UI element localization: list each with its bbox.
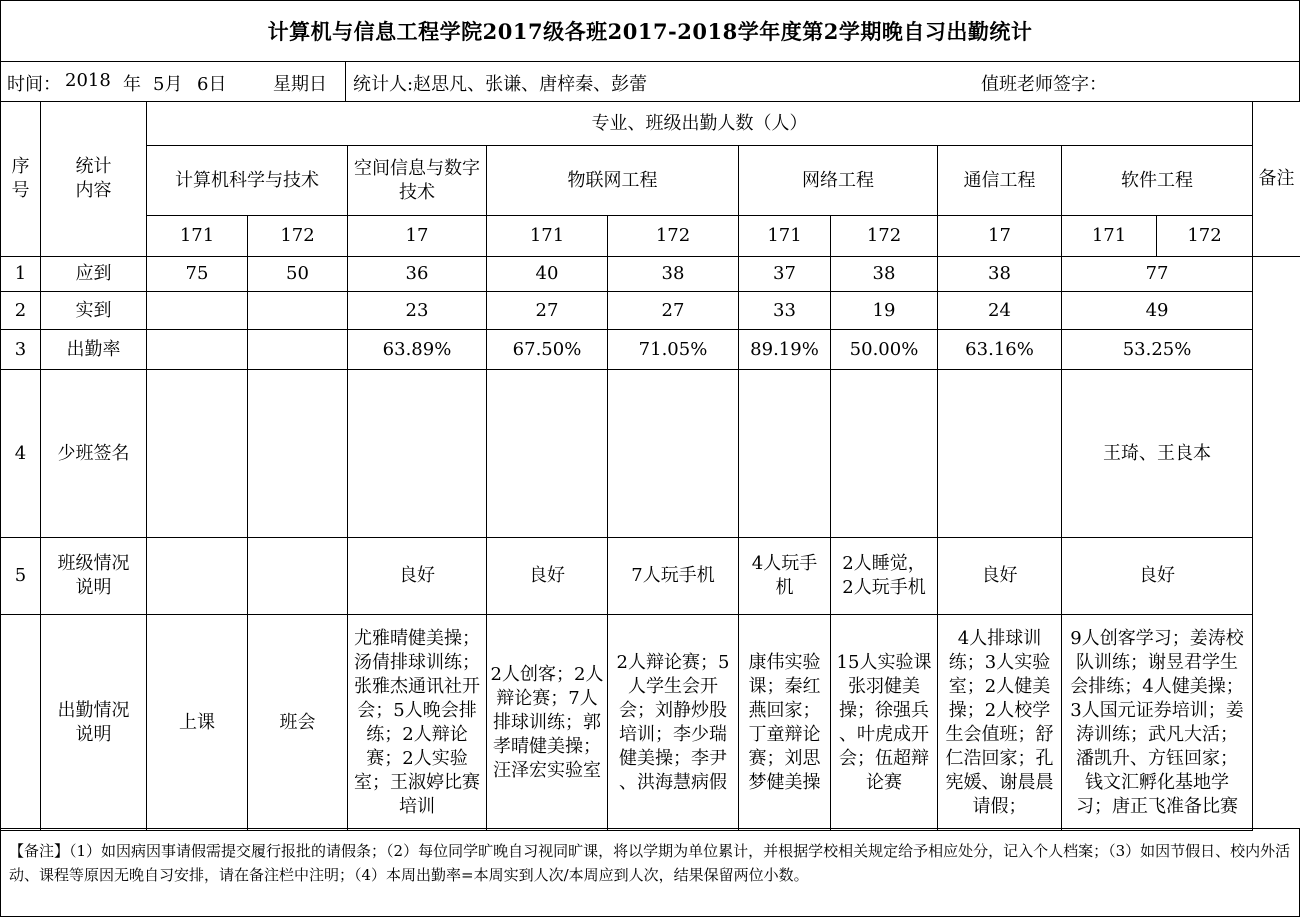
row-label: 班级情况 说明 xyxy=(41,538,147,615)
major-name: 物联网工程 xyxy=(487,146,739,216)
table-cell: 2人睡觉， 2人玩手机 xyxy=(831,538,938,615)
row-number: 2 xyxy=(1,292,41,330)
table-cell xyxy=(147,292,248,330)
table-cell xyxy=(248,370,348,538)
header-attendance-group: 专业、班级出勤人数（人） xyxy=(147,102,1253,146)
info-divider xyxy=(345,62,346,101)
info-bar xyxy=(0,61,1300,102)
table-cell: 良好 xyxy=(938,538,1062,615)
table-cell xyxy=(487,370,608,538)
row-label: 实到 xyxy=(41,292,147,330)
date-year-unit: 年 xyxy=(123,74,141,95)
table-cell: 38 xyxy=(831,257,938,292)
row-label: 出勤情况 说明 xyxy=(41,615,147,831)
table-cell: 37 xyxy=(739,257,831,292)
table-cell: 4人排球训 练；3人实验 室；2人健美 操；2人校学 生会值班；舒 仁浩回家；孔 宪媛、谢晨晨 请假； xyxy=(938,615,1062,831)
table-cell xyxy=(831,370,938,538)
table-cell xyxy=(608,370,739,538)
class-number: 171 xyxy=(147,216,248,257)
footer-notes: 【备注】（1）如因病因事请假需提交履行报批的请假条；（2）每位同学旷晚自习视同旷课，将以学期为单位累计，并根据学校相关规定给予相应处分，记入个人档案；（3）如因节假日、校内外活动、课程等原因无晚自习安排，请在备注栏中注明；（4）本周出勤率=本周实到人次/本周应到人次，结果保留两位小数。 xyxy=(0,828,1300,917)
major-name: 通信工程 xyxy=(938,146,1062,216)
row-number: 5 xyxy=(1,538,41,615)
row-label: 应到 xyxy=(41,257,147,292)
table-cell xyxy=(938,370,1062,538)
table-cell: 40 xyxy=(487,257,608,292)
class-number: 172 xyxy=(248,216,348,257)
table-cell: 良好 xyxy=(1062,538,1253,615)
table-cell: 康伟实验 课；秦红 燕回家； 丁童辩论 赛；刘思 梦健美操 xyxy=(739,615,831,831)
table-cell xyxy=(147,370,248,538)
table-cell: 24 xyxy=(938,292,1062,330)
table-cell xyxy=(739,370,831,538)
table-cell: 89.19% xyxy=(739,330,831,370)
table-cell: 75 xyxy=(147,257,248,292)
class-number: 171 xyxy=(1062,216,1157,257)
table-cell: 7人玩手机 xyxy=(608,538,739,615)
table-cell: 19 xyxy=(831,292,938,330)
table-cell: 王琦、王良本 xyxy=(1062,370,1253,538)
table-cell: 4人玩手 机 xyxy=(739,538,831,615)
table-cell: 67.50% xyxy=(487,330,608,370)
header-content: 统计 内容 xyxy=(41,102,147,257)
major-name: 软件工程 xyxy=(1062,146,1253,216)
table-cell: 77 xyxy=(1062,257,1253,292)
teacher-sign-label: 值班老师签字： xyxy=(981,74,1107,95)
table-cell: 63.89% xyxy=(348,330,487,370)
major-name: 空间信息与数字技术 xyxy=(348,146,487,216)
row-number: 4 xyxy=(1,370,41,538)
header-seq: 序号 xyxy=(1,102,41,257)
row-label: 出勤率 xyxy=(41,330,147,370)
table-cell xyxy=(147,330,248,370)
remarks-cell xyxy=(1253,257,1300,831)
table-cell: 27 xyxy=(608,292,739,330)
major-name: 计算机科学与技术 xyxy=(147,146,348,216)
date-day: 6日 xyxy=(197,74,227,95)
table-cell xyxy=(248,292,348,330)
table-cell: 38 xyxy=(938,257,1062,292)
date-month: 5月 xyxy=(153,74,183,95)
class-number: 171 xyxy=(739,216,831,257)
table-cell xyxy=(348,370,487,538)
row-number xyxy=(1,615,41,831)
attendance-table xyxy=(0,101,1300,831)
major-name: 网络工程 xyxy=(739,146,938,216)
time-label: 时间： xyxy=(7,74,61,95)
table-cell: 23 xyxy=(348,292,487,330)
table-cell: 尤雅晴健美操； 汤倩排球训练； 张雅杰通讯社开 会；5人晚会排 练；2人辩论 赛；2人实验 室；王淑婷比赛 培训 xyxy=(348,615,487,831)
table-cell: 33 xyxy=(739,292,831,330)
table-cell: 53.25% xyxy=(1062,330,1253,370)
stat-people: 统计人:赵思凡、张谦、唐梓秦、彭蕾 xyxy=(353,74,648,95)
table-cell: 50.00% xyxy=(831,330,938,370)
row-number: 3 xyxy=(1,330,41,370)
class-number: 17 xyxy=(938,216,1062,257)
table-cell: 38 xyxy=(608,257,739,292)
class-number: 171 xyxy=(487,216,608,257)
table-cell xyxy=(248,538,348,615)
sheet-title: 计算机与信息工程学院2017级各班2017-2018学年度第2学期晚自习出勤统计 xyxy=(0,0,1300,62)
table-cell: 2人创客；2人 辩论赛；7人 排球训练；郭 孝晴健美操； 汪泽宏实验室 xyxy=(487,615,608,831)
row-number: 1 xyxy=(1,257,41,292)
table-cell: 上课 xyxy=(147,615,248,831)
class-number: 172 xyxy=(831,216,938,257)
class-number: 172 xyxy=(1157,216,1253,257)
table-cell: 15人实验课 张羽健美 操；徐强兵 、叶虎成开 会；伍超辩 论赛 xyxy=(831,615,938,831)
header-remarks: 备注 xyxy=(1253,102,1300,257)
table-cell: 班会 xyxy=(248,615,348,831)
date-year: 2018 xyxy=(65,70,111,91)
table-cell: 良好 xyxy=(487,538,608,615)
table-cell: 36 xyxy=(348,257,487,292)
table-cell: 2人辩论赛；5 人学生会开 会；刘静炒股 培训；李少瑞 健美操；李尹 、洪海慧病假 xyxy=(608,615,739,831)
table-cell: 49 xyxy=(1062,292,1253,330)
table-cell xyxy=(147,538,248,615)
table-cell: 良好 xyxy=(348,538,487,615)
row-label: 少班签名 xyxy=(41,370,147,538)
table-cell: 71.05% xyxy=(608,330,739,370)
table-cell: 27 xyxy=(487,292,608,330)
table-cell: 9人创客学习；姜涛校 队训练；谢昱君学生 会排练；4人健美操； 3人国元证券培训；姜 涛训练；武凡大活； 潘凯升、方钰回家； 钱文汇孵化基地学 习；唐正飞准备比赛 xyxy=(1062,615,1253,831)
class-number: 17 xyxy=(348,216,487,257)
table-cell xyxy=(248,330,348,370)
class-number: 172 xyxy=(608,216,739,257)
table-cell: 63.16% xyxy=(938,330,1062,370)
weekday: 星期日 xyxy=(273,74,327,95)
table-cell: 50 xyxy=(248,257,348,292)
